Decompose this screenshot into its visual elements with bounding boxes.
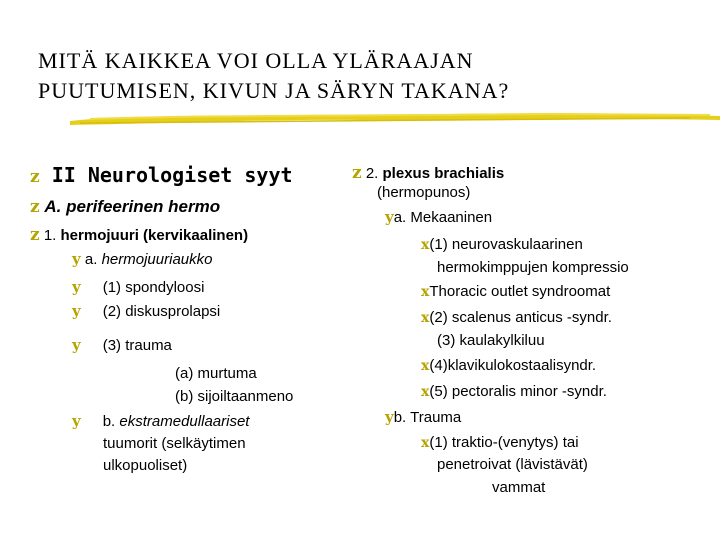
bullet-x-icon: x [421, 435, 430, 451]
bullet-y-icon: y [72, 278, 81, 296]
bullet-x-icon: x [421, 237, 430, 253]
t1-line3: vammat [492, 479, 546, 496]
t1-text: (1) traktio-(venytys) tai [429, 434, 579, 451]
m4-text: (4)klavikulokostaalisyndr. [429, 357, 597, 374]
sp1-text: (1) spondyloosi [102, 279, 205, 296]
sub-a-text: hermojuuriaukko [101, 251, 213, 268]
section-a-title [30, 197, 220, 217]
bullet-y-icon: y [72, 302, 81, 320]
m3-line: (3) kaulakylkiluu [437, 332, 545, 349]
bullet-y-icon: y [72, 336, 81, 354]
title-underline [70, 108, 720, 130]
thoracic-item [421, 283, 610, 300]
heading-neurologiset [30, 163, 293, 187]
sp2-item [72, 302, 220, 320]
slide-title [38, 46, 509, 106]
sub-b-text: ekstramedullaariset [119, 413, 250, 430]
plexus-line2 [377, 184, 470, 201]
bullet-x-icon: x [421, 358, 430, 374]
sp2-text: (2) diskusprolapsi [102, 303, 221, 320]
sub-b [72, 412, 249, 430]
sub-a [72, 250, 212, 268]
bullet-y-icon: y [72, 412, 81, 430]
bullet-y-icon: y [385, 208, 394, 226]
bullet-x-icon: x [421, 310, 430, 326]
bullet-y-icon: y [72, 250, 81, 268]
sub-b-line2: tuumorit (selkäytimen [103, 435, 246, 452]
item-1-text: hermojuuri (kervikaalinen) [60, 227, 249, 244]
m2-text: (2) scalenus anticus -syndr. [429, 309, 612, 326]
plexus-item [352, 163, 504, 183]
trauma-a: (a) murtuma [175, 365, 257, 382]
sub-b-line3: ulkopuoliset) [103, 457, 188, 474]
item-1 [30, 225, 248, 245]
m1-item [421, 236, 583, 253]
bullet-y-icon: y [385, 408, 394, 426]
bullet-z-icon: z [30, 197, 40, 217]
bullet-x-icon: x [421, 384, 430, 400]
bullet-x-icon: x [421, 284, 430, 300]
trauma-b: (b) sijoiltaanmeno [175, 388, 294, 405]
bullet-z-icon: z [352, 163, 362, 183]
sp1-item [72, 278, 204, 296]
m4-item [421, 357, 596, 374]
t1-line2: penetroivat (lävistävät) [437, 456, 588, 473]
title-line-2: PUUTUMISEN, KIVUN JA SÄRYN TAKANA? [38, 78, 510, 103]
bullet-z-icon: z [30, 167, 40, 187]
sp3-item [72, 336, 172, 354]
m2-item [421, 309, 612, 326]
trauma-text: b. Trauma [393, 409, 462, 426]
sp3-text: (3) trauma [102, 337, 172, 354]
section-a-text: A. perifeerinen hermo [44, 197, 221, 216]
m1-line2: hermokimppujen kompressio [437, 259, 629, 276]
plexus-paren: (hermopunos) [377, 184, 471, 201]
title-line-1: MITÄ KAIKKEA VOI OLLA YLÄRAAJAN [38, 48, 474, 73]
mekaaninen-text: a. Mekaaninen [393, 209, 493, 226]
heading-text: II Neurologiset syyt [51, 163, 293, 187]
trauma-item [385, 408, 461, 426]
plexus-num: 2. [365, 165, 379, 182]
sub-b-prefix: b. [102, 413, 116, 430]
plexus-text: plexus brachialis [382, 165, 505, 182]
thoracic-text: Thoracic outlet syndroomat [429, 283, 611, 300]
sub-a-prefix: a. [84, 251, 98, 268]
t1-item [421, 434, 579, 451]
bullet-z-icon: z [30, 225, 40, 245]
m5-text: (5) pectoralis minor -syndr. [429, 383, 607, 400]
mekaaninen-item [385, 208, 492, 226]
m1-text: (1) neurovaskulaarinen [429, 236, 583, 253]
m5-item [421, 383, 607, 400]
item-1-num: 1. [43, 227, 57, 244]
